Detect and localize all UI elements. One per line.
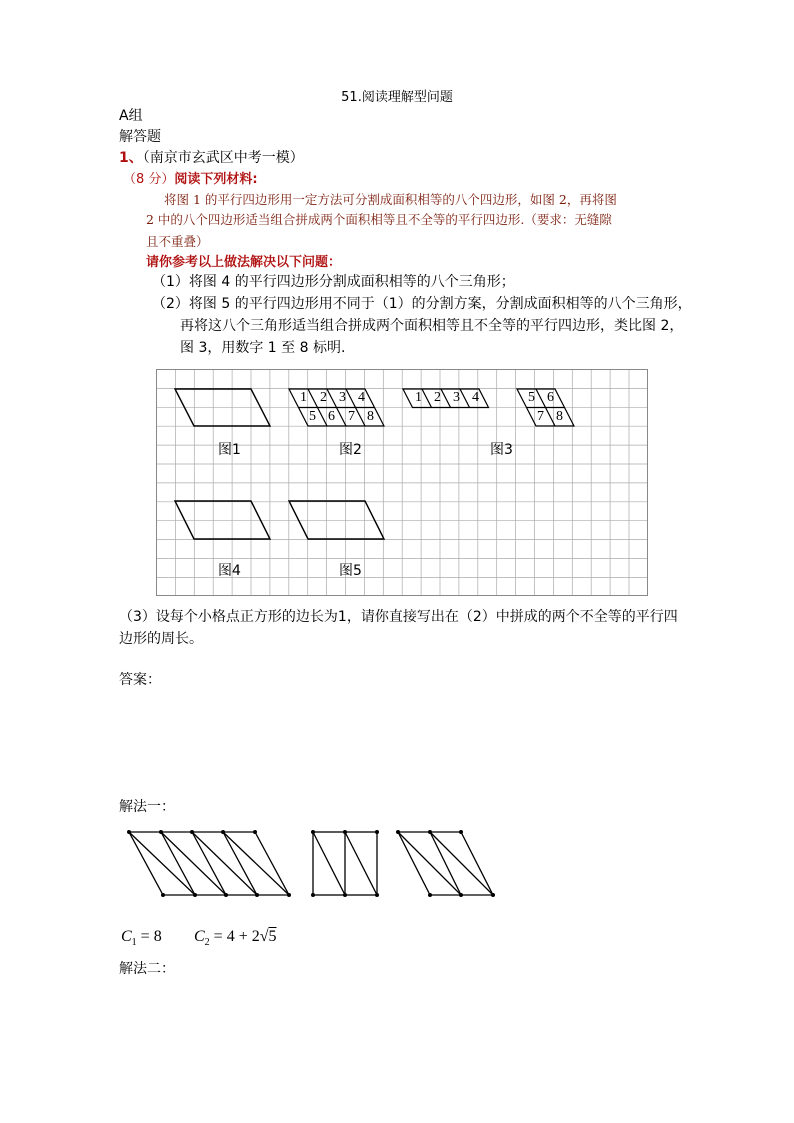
vertex-dot <box>396 830 400 834</box>
vertex-dot <box>127 830 131 834</box>
task-2-line-1: （2）将图 5 的平行四边形用不同于（1）的分割方案，分割成面积相等的八个三角形， <box>152 296 692 312</box>
fig3-label-6: 6 <box>547 390 554 405</box>
caption-fig1: 图1 <box>218 442 241 458</box>
section-label: 解答题 <box>119 129 161 145</box>
vertex-dot <box>311 893 315 897</box>
caption-fig2: 图2 <box>339 442 362 458</box>
fig2-label-3: 3 <box>339 390 346 405</box>
answer-label: 答案： <box>119 672 161 688</box>
vertex-dot <box>491 893 495 897</box>
question-source: （南京市玄武区中考一模） <box>142 150 304 166</box>
vertex-dot <box>375 893 379 897</box>
fig2-label-2: 2 <box>320 390 327 405</box>
perimeter-c2 <box>194 929 277 948</box>
fig3-label-4: 4 <box>472 390 479 405</box>
fig2-label-4: 4 <box>358 390 365 405</box>
caption-fig4: 图4 <box>218 563 241 579</box>
sqrt-sign: √ <box>259 928 269 945</box>
fig2-label-7: 7 <box>348 409 355 424</box>
c2-subscript: 2 <box>204 937 210 949</box>
c1-value: = 8 <box>136 928 162 945</box>
task-3-line-1: （3）设每个小格点正方形的边长为1，请你直接写出在（2）中拼成的两个不全等的平行四 <box>119 609 678 625</box>
vertex-dot <box>287 893 291 897</box>
vertex-dot <box>428 830 432 834</box>
fig3-label-7: 7 <box>537 409 544 424</box>
material-line-3: 且不重叠） <box>146 234 209 249</box>
solution-shape-1 <box>129 832 289 895</box>
material-line-2: 2 中的八个四边形适当组合拼成两个面积相等且不全等的平行四边形.（要求：无缝隙 <box>146 212 612 227</box>
fig3-label-1: 1 <box>415 390 422 405</box>
vertex-dot <box>459 830 463 834</box>
fig3-label-8: 8 <box>556 409 563 424</box>
vertex-dot <box>255 893 259 897</box>
task-intro: 请你参考以上做法解决以下问题： <box>146 255 342 270</box>
task-2-line-2: 再将这八个三角形适当组合拼成两个面积相等且不全等的平行四边形，类比图 2， <box>180 318 684 334</box>
fig2-label-1: 1 <box>300 390 307 405</box>
caption-fig3: 图3 <box>490 442 513 458</box>
vertex-dot <box>311 830 315 834</box>
vertex-dot <box>343 893 347 897</box>
vertex-dot <box>224 893 228 897</box>
c2-value: = 4 + 2 <box>209 928 260 945</box>
fig3-label-5: 5 <box>528 390 535 405</box>
task-1: （1）将图 4 的平行四边形分割成面积相等的八个三角形； <box>152 274 515 290</box>
task-3-line-2: 边形的周长。 <box>119 631 203 647</box>
fig2-label-8: 8 <box>367 409 374 424</box>
perimeter-c1 <box>121 929 162 948</box>
page-title: 51.阅读理解型问题 <box>341 90 453 105</box>
group-label: A组 <box>119 108 143 124</box>
fig2-label-6: 6 <box>328 409 335 424</box>
material-line-1: 将图 1 的平行四边形用一定方法可分割成面积相等的八个四边形，如图 2，再将图 <box>164 192 617 207</box>
fig3-label-3: 3 <box>453 390 460 405</box>
method-2-label: 解法二： <box>119 961 175 977</box>
solution-shape-2 <box>313 832 377 895</box>
question-number: 1、 <box>119 150 143 166</box>
caption-fig5: 图5 <box>339 563 362 579</box>
vertex-dot <box>193 893 197 897</box>
fig3-label-2: 2 <box>434 390 441 405</box>
c2-radicand: 5 <box>268 928 277 945</box>
solution-shape-3 <box>398 832 493 895</box>
task-2-line-3: 图 3，用数字 1 至 8 标明. <box>180 340 346 356</box>
vertex-dot <box>161 893 165 897</box>
c1-subscript: 1 <box>131 937 137 949</box>
vertex-dot <box>159 830 163 834</box>
vertex-dot <box>190 830 194 834</box>
c1-symbol: C <box>121 928 132 945</box>
fig2-label-5: 5 <box>309 409 316 424</box>
vertex-dot <box>375 830 379 834</box>
vertex-dot <box>343 830 347 834</box>
score: （8 分） <box>123 172 175 187</box>
vertex-dot <box>459 893 463 897</box>
solution-vertices <box>127 830 495 897</box>
c2-symbol: C <box>194 928 205 945</box>
vertex-dot <box>428 893 432 897</box>
vertex-dot <box>221 830 225 834</box>
vertex-dot <box>253 830 257 834</box>
method-1-label: 解法一： <box>119 799 175 815</box>
read-label: 阅读下列材料: <box>174 172 258 187</box>
